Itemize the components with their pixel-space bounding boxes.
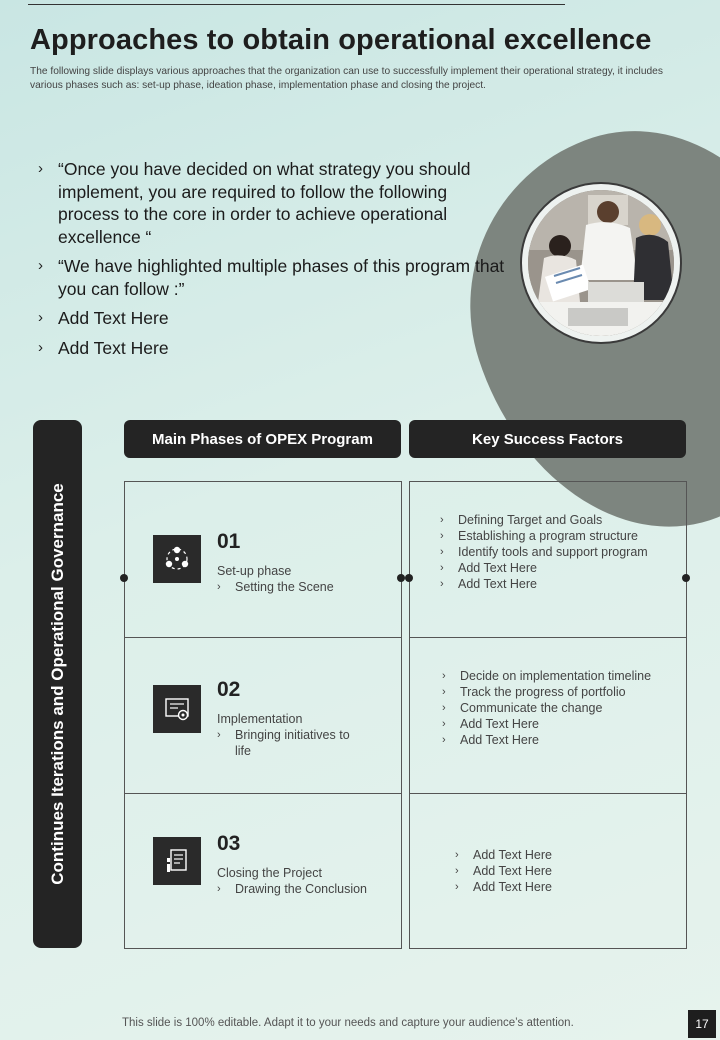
chevron-right-icon: › <box>442 686 446 698</box>
phase-subtitle-text: Drawing the Conclusion <box>235 882 368 896</box>
chevron-right-icon: › <box>442 718 446 730</box>
factor-text: Decide on implementation timeline <box>460 669 652 683</box>
phase-subtitle-text: Bringing initiatives to life <box>235 728 350 758</box>
chevron-right-icon: › <box>440 578 444 590</box>
grid-line <box>409 948 687 949</box>
bullet-item <box>38 255 508 300</box>
top-rule <box>28 4 565 5</box>
footer-note: This slide is 100% editable. Adapt it to your needs and capture your audience’s attention. <box>122 1017 574 1029</box>
side-label: Continues Iterations and Operational Governance <box>48 483 67 885</box>
report-document-icon <box>153 837 201 885</box>
page-title: Approaches to obtain operational excellence <box>30 24 652 56</box>
chevron-right-icon: › <box>217 581 221 593</box>
success-factors-list <box>440 512 670 592</box>
grid-line <box>124 948 401 949</box>
factor-text: Track the progress of portfolio <box>460 685 626 699</box>
page-subtitle: The following slide displays various approaches that the organization can use to successfully implement their operational strategy, it includes various phases such as: set-up phase, ideation phase, implementation phase and closing the project. <box>30 66 663 91</box>
chevron-right-icon: › <box>217 883 221 895</box>
success-factors-list <box>455 847 655 895</box>
phase-name: Implementation <box>217 712 303 726</box>
chevron-right-icon: › <box>217 729 221 741</box>
factor-text: Communicate the change <box>460 701 603 715</box>
grid-line <box>124 637 401 638</box>
grid-line <box>409 793 687 794</box>
phase-name: Closing the Project <box>217 866 322 880</box>
list-item <box>455 847 655 863</box>
grid-line <box>124 481 401 482</box>
list-item <box>455 863 655 879</box>
factors-header: Key Success Factors <box>409 420 686 458</box>
blueprint-gear-icon <box>153 685 201 733</box>
team-meeting-photo <box>528 190 674 336</box>
chevron-right-icon: › <box>455 865 459 877</box>
bullet-item <box>38 337 508 360</box>
grid-line <box>401 481 402 949</box>
chevron-right-icon: › <box>442 734 446 746</box>
bullet-text: “Once you have decided on what strategy you should implement, you are required to follow the following process to the core in order to achieve operational excellence “ <box>58 159 471 247</box>
factor-text: Add Text Here <box>473 864 552 878</box>
phase-name: Set-up phase <box>217 564 292 578</box>
list-item <box>440 576 670 592</box>
list-item <box>442 716 657 732</box>
chevron-right-icon: › <box>440 530 444 542</box>
factor-text: Defining Target and Goals <box>458 513 603 527</box>
list-item <box>440 528 670 544</box>
connector-dot <box>120 574 128 582</box>
factor-text: Add Text Here <box>460 733 539 747</box>
bullet-text: Add Text Here <box>58 337 169 358</box>
connector-dot <box>405 574 413 582</box>
connector-dot <box>397 574 405 582</box>
chevron-right-icon: › <box>455 881 459 893</box>
list-item <box>442 668 657 684</box>
success-factors-list <box>442 668 657 748</box>
list-item <box>440 544 670 560</box>
grid-line <box>124 481 125 949</box>
list-item <box>440 560 670 576</box>
grid-line <box>686 481 687 949</box>
list-item <box>442 732 657 748</box>
grid-line <box>409 481 410 949</box>
intro-bullets <box>38 158 508 366</box>
chevron-right-icon: › <box>442 702 446 714</box>
bullet-item <box>38 307 508 330</box>
chevron-right-icon: › <box>38 309 43 326</box>
factor-text: Add Text Here <box>458 561 537 575</box>
list-item <box>442 700 657 716</box>
phase-subtitle <box>217 881 367 897</box>
team-meeting-illustration <box>528 190 674 336</box>
list-item <box>442 684 657 700</box>
chevron-right-icon: › <box>38 338 43 356</box>
factor-text: Add Text Here <box>458 577 537 591</box>
team-cycle-icon <box>153 535 201 583</box>
chevron-right-icon: › <box>440 514 444 526</box>
grid-line <box>124 793 401 794</box>
chevron-right-icon: › <box>38 257 43 274</box>
chevron-right-icon: › <box>442 670 446 682</box>
chevron-right-icon: › <box>440 562 444 574</box>
bullet-text: “We have highlighted multiple phases of this program that you can follow :” <box>58 256 505 299</box>
chevron-right-icon: › <box>440 546 444 558</box>
page-number: 17 <box>688 1010 716 1038</box>
factor-text: Add Text Here <box>473 880 552 894</box>
factor-text: Establishing a program structure <box>458 529 638 543</box>
bullet-item <box>38 158 508 248</box>
factor-text: Add Text Here <box>460 717 539 731</box>
chevron-right-icon: › <box>38 160 43 177</box>
phases-header: Main Phases of OPEX Program <box>124 420 401 458</box>
phase-subtitle <box>217 579 367 595</box>
factor-text: Add Text Here <box>473 848 552 862</box>
list-item <box>455 879 655 895</box>
factor-text: Identify tools and support program <box>458 545 648 559</box>
grid-line <box>409 637 687 638</box>
phase-number: 03 <box>217 832 241 855</box>
phase-subtitle-text: Setting the Scene <box>235 580 334 594</box>
connector-dot <box>682 574 690 582</box>
list-item <box>440 512 670 528</box>
phase-number: 02 <box>217 678 241 701</box>
bullet-text: Add Text Here <box>58 308 169 328</box>
phase-subtitle <box>217 727 367 759</box>
grid-line <box>409 481 687 482</box>
chevron-right-icon: › <box>455 849 459 861</box>
phase-number: 01 <box>217 530 241 553</box>
